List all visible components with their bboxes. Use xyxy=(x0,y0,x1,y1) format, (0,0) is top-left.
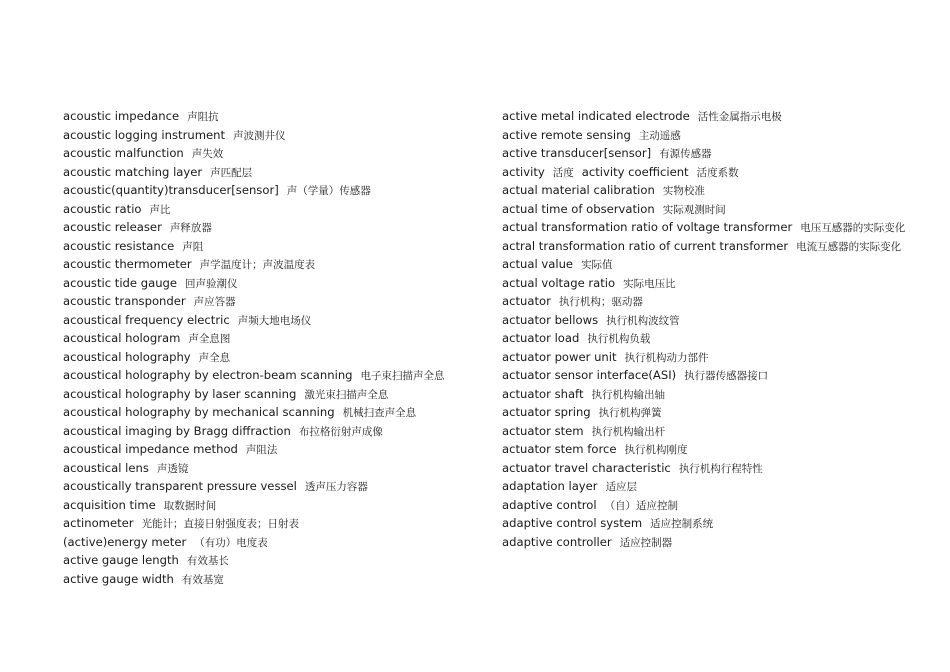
term-chinese: 电子束扫描声全息 xyxy=(360,370,445,382)
glossary-entry xyxy=(488,330,908,349)
term-english: acoustic thermometer xyxy=(63,257,192,271)
term-english: acoustic releaser xyxy=(63,220,162,234)
term-chinese: 取数据时间 xyxy=(163,499,217,512)
term-chinese: 执行器传感器接口 xyxy=(684,370,769,382)
glossary-entry xyxy=(488,312,908,331)
term-english: actual voltage ratio xyxy=(502,275,616,290)
term-english: adaptive controller xyxy=(502,534,612,549)
term-chinese: 声频大地电场仪 xyxy=(237,314,312,327)
term-english: actuator shaft xyxy=(502,386,584,401)
term-chinese: 光能计；直接日射强度表；日射表 xyxy=(141,518,300,530)
glossary-right-column xyxy=(488,108,908,552)
term-chinese: 布拉格衍射声成像 xyxy=(298,425,383,438)
term-english: acoustical holography by mechanical scanning xyxy=(63,405,335,419)
term-english: acoustical holography by laser scanning xyxy=(63,386,297,401)
glossary-entry xyxy=(63,515,473,534)
term-chinese: 声全息图 xyxy=(188,333,231,345)
glossary-entry xyxy=(63,386,473,405)
term-chinese: 执行机构负载 xyxy=(587,333,651,345)
term-english: actuator stem xyxy=(502,423,584,438)
glossary-entry xyxy=(488,127,908,146)
term-english: adaptive control system xyxy=(502,516,643,530)
term-chinese: 实物校准 xyxy=(662,185,705,197)
term-chinese: 声匹配层 xyxy=(210,166,253,179)
glossary-entry xyxy=(63,330,473,349)
term-chinese: 实际电压比 xyxy=(623,277,676,290)
term-english: acoustical lens xyxy=(63,460,149,475)
glossary-left-column xyxy=(63,108,473,589)
term-chinese: 声阻抗 xyxy=(187,111,219,123)
term-english: actuator power unit xyxy=(502,349,617,364)
glossary-entry xyxy=(63,164,473,183)
term-english: activity xyxy=(502,164,545,179)
term-english: acoustic impedance xyxy=(63,109,180,123)
term-english: actual value xyxy=(502,257,574,271)
term-english: actual time of observation xyxy=(502,201,655,216)
term-chinese: 透声压力容器 xyxy=(304,481,368,493)
glossary-entry xyxy=(488,219,908,238)
term-english: acoustical frequency electric xyxy=(63,312,230,327)
term-chinese: 电压互感器的实际变化 xyxy=(800,222,906,234)
term-chinese: 执行机构；驱动器 xyxy=(558,296,643,308)
term-english: acoustic ratio xyxy=(63,201,142,216)
term-chinese: 活度 xyxy=(552,166,574,179)
term-chinese: 执行机构输出杆 xyxy=(591,425,666,438)
glossary-entry xyxy=(63,534,473,553)
glossary-entry xyxy=(63,238,473,257)
term-chinese: 实际值 xyxy=(581,259,613,271)
term-english: actinometer xyxy=(63,516,134,530)
term-english: active remote sensing xyxy=(502,127,631,142)
glossary-entry xyxy=(63,201,473,220)
term-english: actuator load xyxy=(502,331,580,345)
term-english: actuator sensor interface(ASI) xyxy=(502,368,677,382)
glossary-entry xyxy=(488,238,908,257)
glossary-entry xyxy=(63,571,473,590)
term-english: activity coefficient xyxy=(581,164,689,179)
term-chinese: 有效基宽 xyxy=(181,573,224,586)
glossary-entry xyxy=(488,441,908,460)
term-chinese: 声透镜 xyxy=(156,462,189,475)
glossary-entry xyxy=(488,164,908,183)
glossary-entry xyxy=(63,367,473,386)
glossary-entry xyxy=(63,219,473,238)
term-chinese: 实际观测时间 xyxy=(662,203,726,216)
term-english: (active)energy meter xyxy=(63,534,187,549)
glossary-entry xyxy=(63,441,473,460)
term-english: acoustic(quantity)transducer[sensor] xyxy=(63,183,279,197)
glossary-entry xyxy=(488,293,908,312)
term-english: actual transformation ratio of voltage transformer xyxy=(502,220,793,234)
glossary-entry xyxy=(63,460,473,479)
term-chinese: 有效基长 xyxy=(186,555,229,567)
term-chinese: 声全息 xyxy=(198,351,231,364)
term-english: active gauge width xyxy=(63,571,174,586)
glossary-entry xyxy=(63,127,473,146)
term-english: acoustic matching layer xyxy=(63,164,203,179)
term-english: acoustic resistance xyxy=(63,238,175,253)
glossary-entry xyxy=(63,275,473,294)
term-chinese: 主动遥感 xyxy=(638,129,681,142)
term-english: actuator bellows xyxy=(502,312,599,327)
glossary-entry xyxy=(488,108,908,127)
term-chinese: 声（学量）传感器 xyxy=(286,185,371,197)
glossary-entry xyxy=(63,293,473,312)
glossary-entry xyxy=(63,145,473,164)
term-chinese: 执行机构动力部件 xyxy=(624,351,709,364)
term-chinese: 执行机构刚度 xyxy=(624,444,688,456)
term-english: acoustic tide gauge xyxy=(63,275,178,290)
term-english: acoustical holography by electron-beam scanning xyxy=(63,368,353,382)
term-english: acoustical holography xyxy=(63,349,191,364)
term-english: actuator stem force xyxy=(502,442,617,456)
glossary-entry xyxy=(488,182,908,201)
glossary-entry xyxy=(63,478,473,497)
glossary-entry xyxy=(488,201,908,220)
term-english: acoustic logging instrument xyxy=(63,127,226,142)
term-chinese: 执行机构波纹管 xyxy=(606,314,680,327)
term-english: actral transformation ratio of current transformer xyxy=(502,238,789,253)
glossary-entry xyxy=(63,423,473,442)
term-chinese: 执行机构行程特性 xyxy=(678,462,763,475)
term-chinese: 活性金属指示电极 xyxy=(697,111,782,123)
term-english: acoustical impedance method xyxy=(63,442,238,456)
term-chinese: 声比 xyxy=(149,203,171,216)
term-chinese: 执行机构输出轴 xyxy=(591,388,665,401)
glossary-entry xyxy=(488,534,908,553)
glossary-entry xyxy=(63,497,473,516)
term-english: acoustic transponder xyxy=(63,294,186,308)
term-english: acoustic malfunction xyxy=(63,146,184,160)
term-chinese: 声释放器 xyxy=(169,222,212,234)
glossary-entry xyxy=(488,256,908,275)
term-chinese: 声阻法 xyxy=(245,444,278,456)
term-english: acquisition time xyxy=(63,497,156,512)
glossary-entry xyxy=(63,312,473,331)
glossary-entry xyxy=(488,460,908,479)
term-chinese: 适应控制系统 xyxy=(650,518,714,530)
glossary-entry xyxy=(63,404,473,423)
term-english: actuator xyxy=(502,294,551,308)
term-chinese: 适应控制器 xyxy=(619,536,673,549)
glossary-entry xyxy=(488,349,908,368)
term-chinese: 激光束扫描声全息 xyxy=(304,388,389,401)
term-chinese: 适应层 xyxy=(605,481,638,493)
term-chinese: 声波测井仪 xyxy=(233,129,286,142)
glossary-entry xyxy=(488,367,908,386)
term-chinese: 活度系数 xyxy=(696,166,739,179)
term-english: actuator travel characteristic xyxy=(502,460,671,475)
term-chinese: 声应答器 xyxy=(193,296,236,308)
glossary-entry xyxy=(63,182,473,201)
term-english: active gauge length xyxy=(63,553,179,567)
glossary-entry xyxy=(63,349,473,368)
glossary-entry xyxy=(488,478,908,497)
term-chinese: 执行机构弹簧 xyxy=(598,407,662,419)
term-chinese: （自）适应控制 xyxy=(604,499,679,512)
term-english: adaptation layer xyxy=(502,479,598,493)
term-chinese: 声失效 xyxy=(191,148,224,160)
term-english: acoustically transparent pressure vessel xyxy=(63,479,297,493)
term-chinese: 电流互感器的实际变化 xyxy=(796,240,902,253)
term-english: active transducer[sensor] xyxy=(502,146,652,160)
glossary-entry xyxy=(63,256,473,275)
term-chinese: 回声验潮仪 xyxy=(185,277,238,290)
term-chinese: 有源传感器 xyxy=(659,148,712,160)
term-english: adaptive control xyxy=(502,497,597,512)
term-english: actuator spring xyxy=(502,405,591,419)
term-english: acoustical hologram xyxy=(63,331,181,345)
glossary-entry xyxy=(488,145,908,164)
term-chinese: 机械扫查声全息 xyxy=(342,407,417,419)
glossary-entry xyxy=(488,404,908,423)
term-english: active metal indicated electrode xyxy=(502,109,690,123)
glossary-entry xyxy=(488,515,908,534)
glossary-entry xyxy=(488,497,908,516)
glossary-entry xyxy=(488,275,908,294)
term-chinese: （有功）电度表 xyxy=(194,536,268,549)
term-chinese: 声学温度计；声波温度表 xyxy=(199,259,316,271)
glossary-entry xyxy=(488,386,908,405)
term-chinese: 声阻 xyxy=(182,240,204,253)
term-english: acoustical imaging by Bragg diffraction xyxy=(63,423,291,438)
glossary-entry xyxy=(63,552,473,571)
glossary-entry xyxy=(488,423,908,442)
term-english: actual material calibration xyxy=(502,183,655,197)
glossary-entry xyxy=(63,108,473,127)
